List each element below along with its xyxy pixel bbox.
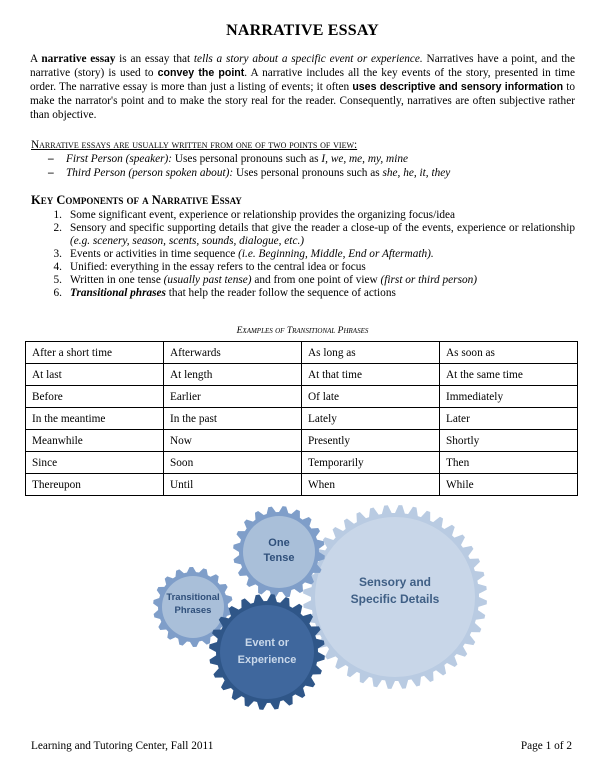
gear-label-line: Event or xyxy=(244,637,290,649)
gear-label-line: Sensory and xyxy=(358,575,432,589)
list-item xyxy=(30,222,575,248)
item-text xyxy=(70,222,575,248)
pov-label: First Person (speaker): xyxy=(66,153,173,165)
pov-text: Uses personal pronouns such as xyxy=(233,167,383,179)
table-cell: At the same time xyxy=(440,364,578,386)
item-note: (e.g. scenery, season, scents, sounds, dialogue, etc.) xyxy=(70,235,305,247)
item-number: 5. xyxy=(53,274,62,286)
item-number: 4. xyxy=(53,261,62,273)
table-row xyxy=(26,430,578,452)
item-text-part: that help the reader follow the sequence of actions xyxy=(165,287,396,299)
table-cell: While xyxy=(440,474,578,496)
intro-text-4: . A narrative includes all the key events of the story, presented in time order. The narrative essay is more than just a listing of events; it often xyxy=(30,67,575,93)
table-cell: Soon xyxy=(164,452,302,474)
table-cell: Later xyxy=(440,408,578,430)
table-cell: Lately xyxy=(302,408,440,430)
pov-item: – Third Person (person spoken about): Uses personal pronouns such as she, he, it, they xyxy=(48,167,451,179)
gear-label-line: Specific Details xyxy=(350,592,440,606)
item-text-part: Events or activities in time sequence xyxy=(70,248,239,260)
list-item xyxy=(30,248,575,261)
pov-text: Uses personal pronouns such as xyxy=(172,153,322,165)
pov-item: – First Person (speaker): Uses personal pronouns such as I, we, me, my, mine xyxy=(48,153,408,165)
item-number: 2. xyxy=(53,222,62,234)
table-cell: Presently xyxy=(302,430,440,452)
item-text-part: and from one point of view xyxy=(251,274,381,286)
intro-uses: uses descriptive and sensory information xyxy=(352,81,564,93)
intro-text-5: to make the narrator's point and to make the story real for the reader. Consequently, narratives are often subjective rather than objective. xyxy=(30,81,575,121)
intro-paragraph xyxy=(30,52,575,122)
footer-organization: Learning and Tutoring Center, Fall 2011 xyxy=(31,740,214,752)
gear-label-line: Tense xyxy=(263,552,295,564)
item-text xyxy=(70,209,575,222)
table-cell: Shortly xyxy=(440,430,578,452)
list-item xyxy=(30,274,575,287)
item-text xyxy=(70,261,575,274)
table-cell: Now xyxy=(164,430,302,452)
key-components-heading: Key Components of a Narrative Essay xyxy=(31,193,242,207)
table-caption: Examples of Transitional Phrases xyxy=(236,326,369,336)
pov-examples: she, he, it, they xyxy=(382,167,451,179)
item-text-part: Some significant event, experience or relationship provides the organizing focus/idea xyxy=(70,209,456,221)
transitional-phrases-table xyxy=(25,341,578,496)
gear-label-line: One xyxy=(268,537,290,549)
table-cell: As soon as xyxy=(440,342,578,364)
list-item xyxy=(30,261,575,274)
list-item xyxy=(30,209,575,222)
gear-label-line: Experience xyxy=(237,654,297,666)
table-cell: At length xyxy=(164,364,302,386)
table-cell: Meanwhile xyxy=(26,430,164,452)
table-cell: Afterwards xyxy=(164,342,302,364)
table-cell: Before xyxy=(26,386,164,408)
item-text-part: Sensory and specific supporting details that give the reader a close-up of the events, experience or relationship xyxy=(70,222,575,234)
item-text xyxy=(70,248,575,261)
pov-list xyxy=(48,152,450,180)
item-number: 1. xyxy=(53,209,62,221)
intro-definition: tells a story about a specific event or experience. xyxy=(193,53,423,65)
table-cell: Earlier xyxy=(164,386,302,408)
intro-term: narrative essay xyxy=(41,53,116,65)
table-cell: Then xyxy=(440,452,578,474)
table-cell: In the past xyxy=(164,408,302,430)
item-number: 3. xyxy=(53,248,62,260)
pov-examples: I, we, me, my, mine xyxy=(321,153,408,165)
table-row xyxy=(26,452,578,474)
item-text-part: Unified: everything in the essay refers to the central idea or focus xyxy=(70,261,366,273)
table-cell: Since xyxy=(26,452,164,474)
item-number: 6. xyxy=(53,287,62,299)
gears-diagram xyxy=(150,505,490,735)
item-note: (i.e. Beginning, Middle, End or Aftermath). xyxy=(238,248,434,260)
intro-convey: convey the point xyxy=(157,67,245,79)
table-cell: When xyxy=(302,474,440,496)
table-row xyxy=(26,474,578,496)
item-bold-lead: Transitional phrases xyxy=(70,287,166,299)
table-cell: In the meantime xyxy=(26,408,164,430)
item-text-part: Written in one tense xyxy=(70,274,164,286)
pov-heading: Narrative essays are usually written from one of two points of view: xyxy=(31,139,358,151)
table-cell: Temporarily xyxy=(302,452,440,474)
gear-label-line: Phrases xyxy=(174,605,212,616)
gear-face xyxy=(220,605,314,699)
table-cell: Thereupon xyxy=(26,474,164,496)
item-note: (usually past tense) xyxy=(163,274,252,286)
intro-text-1: A xyxy=(30,53,42,65)
table-cell: Immediately xyxy=(440,386,578,408)
gear-label-line: Transitional xyxy=(166,592,220,603)
list-item xyxy=(30,287,575,300)
item-text xyxy=(70,287,575,300)
table-cell: At last xyxy=(26,364,164,386)
table-cell: At that time xyxy=(302,364,440,386)
table-cell: After a short time xyxy=(26,342,164,364)
key-components-list xyxy=(30,209,575,300)
item-note: (first or third person) xyxy=(380,274,478,286)
page-number: Page 1 of 2 xyxy=(520,740,572,752)
table-row xyxy=(26,342,578,364)
intro-text-3: Narratives have a point, and the narrative (story) is used to xyxy=(30,53,575,79)
table-cell: Until xyxy=(164,474,302,496)
table-row xyxy=(26,386,578,408)
table-cell: Of late xyxy=(302,386,440,408)
table-cell: As long as xyxy=(302,342,440,364)
page-title: NARRATIVE ESSAY xyxy=(226,22,379,39)
item-text xyxy=(70,274,575,287)
intro-text-2: is an essay that xyxy=(115,53,194,65)
pov-label: Third Person (person spoken about): xyxy=(66,167,234,179)
table-row xyxy=(26,364,578,386)
table-row xyxy=(26,408,578,430)
